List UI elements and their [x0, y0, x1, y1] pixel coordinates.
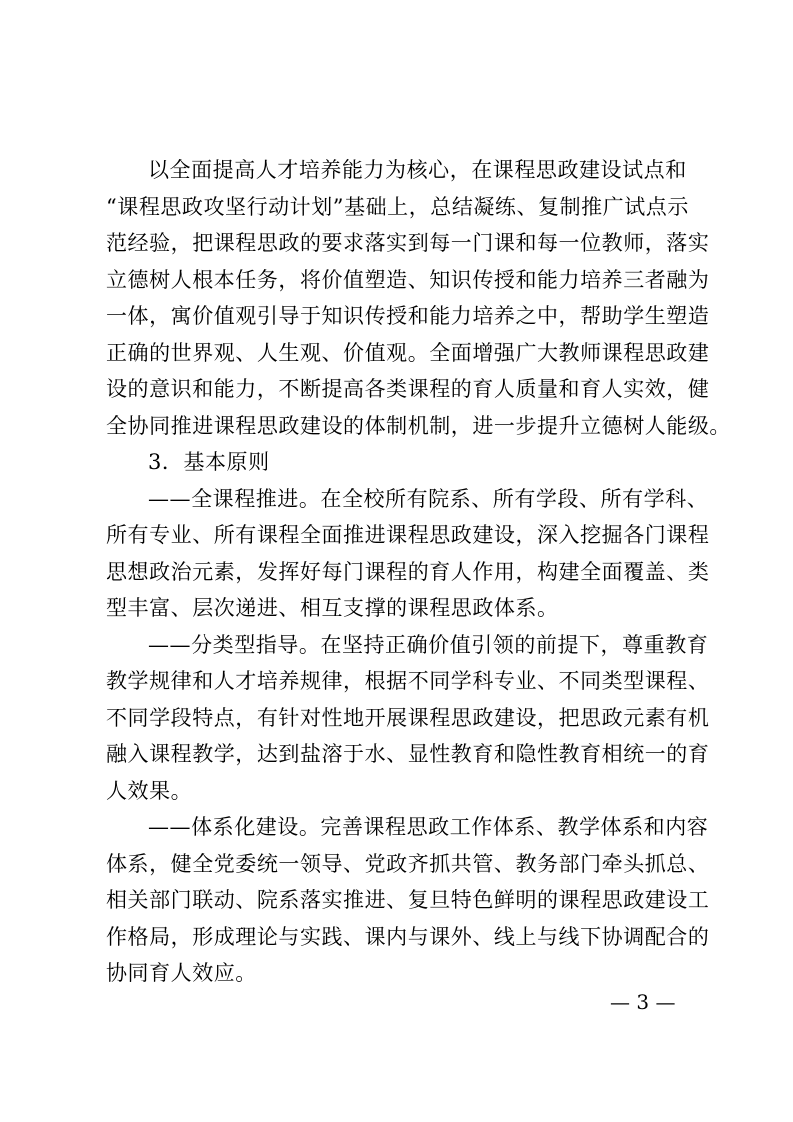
text-line: 范经验，把课程思政的要求落实到每一门课和每一位教师，落实 — [106, 231, 710, 255]
text-line: 全协同推进课程思政建设的体制机制，进一步提升立德树人能级。 — [106, 413, 731, 438]
text-line: 协同育人效应。 — [106, 961, 257, 985]
text-line: 型丰富、层次递进、相互支撑的课程思政体系。 — [106, 596, 559, 620]
text-line: 人效果。 — [106, 778, 193, 803]
section-heading: 3．基本原则 — [148, 450, 270, 474]
text-line: 相关部门联动、院系落实推进、复旦特色鲜明的课程思政建设工 — [106, 888, 710, 912]
text-line: ——全课程推进。在全校所有院系、所有学段、所有学科、 — [148, 486, 709, 511]
text-line: 设的意识和能力，不断提高各类课程的育人质量和育人实效，健 — [106, 377, 710, 401]
text-line: 以全面提高人才培养能力为核心，在课程思政建设试点和 — [148, 158, 687, 182]
document-body — [106, 152, 731, 992]
text-line: 正确的世界观、人生观、价值观。全面增强广大教师课程思政建 — [106, 340, 710, 365]
text-line: 不同学段特点，有针对性地开展课程思政建设，把思政元素有机 — [106, 705, 710, 730]
text-line: 教学规律和人才培养规律，根据不同学科专业、不同类型课程、 — [106, 669, 710, 693]
text-line: 一体，寓价值观引导于知识传授和能力培养之中，帮助学生塑造 — [106, 304, 710, 328]
text-line: 融入课程教学，达到盐溶于水、显性教育和隐性教育相统一的育 — [106, 742, 710, 766]
text-line: ——分类型指导。在坚持正确价值引领的前提下，尊重教育 — [148, 632, 709, 657]
text-line: ——体系化建设。完善课程思政工作体系、教学体系和内容 — [148, 815, 709, 839]
text-line: 思想政治元素，发挥好每门课程的育人作用，构建全面覆盖、类 — [106, 559, 710, 584]
text-line: 所有专业、所有课程全面推进课程思政建设，深入挖掘各门课程 — [106, 523, 710, 547]
text-line: 作格局，形成理论与实践、课内与课外、线上与线下协调配合的 — [106, 924, 710, 949]
text-line: 体系，健全党委统一领导、党政齐抓共管、教务部门牵头抓总、 — [106, 851, 710, 876]
text-line: 立德树人根本任务，将价值塑造、知识传授和能力培养三者融为 — [106, 267, 710, 292]
text-line: “课程思政攻坚行动计划”基础上，总结凝练、复制推广试点示 — [106, 194, 689, 219]
page-number: — 3 — — [610, 990, 676, 1014]
